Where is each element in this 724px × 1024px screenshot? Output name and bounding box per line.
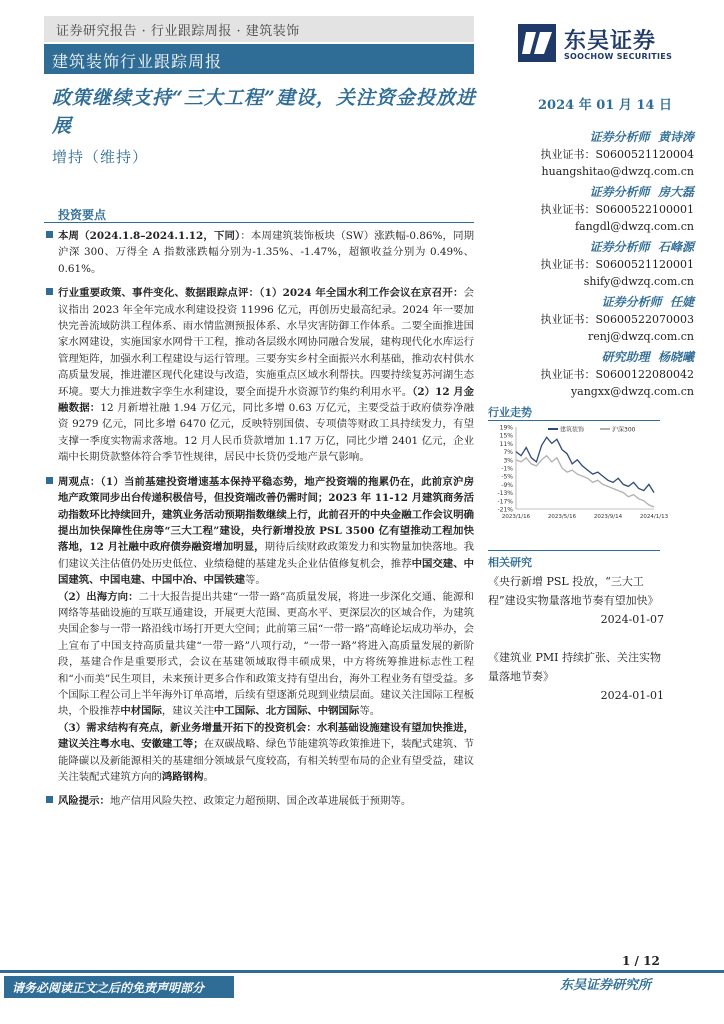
breadcrumb: 证券研究报告 · 行业跟踪周报 · 建筑装饰 <box>56 24 300 39</box>
report-subtitle: 建筑装饰行业跟踪周报 <box>52 52 223 71</box>
section-divider <box>44 222 474 223</box>
point-text: 地产信用风险失控、政策定力超预期、国企改革进展低于预期等。 <box>109 795 412 808</box>
brand-logo <box>518 24 698 64</box>
analyst-email[interactable]: shify@dwzq.com.cn <box>583 275 694 288</box>
point-text: ：本周建筑装饰板块（SW）涨跌幅-0.86%，同期沪深 300、万得全 A 指数涨跌幅分别为-1.35%、-1.47%，超额收益分别为 0.49%、0.61%。 <box>58 230 474 275</box>
analyst-name: 任婕 <box>669 295 694 309</box>
bullet-icon <box>46 796 53 803</box>
stock-picks: 中国交建、中国建筑、中国电建、中国中冶、中国铁建 <box>58 557 475 587</box>
analyst-email[interactable]: fangdl@dwzq.com.cn <box>574 220 694 233</box>
point-view <box>58 474 474 589</box>
analyst-name: 黄诗涛 <box>657 130 694 144</box>
y-tick-label: -17% <box>497 498 513 506</box>
industry-trend-chart <box>488 420 669 524</box>
point-risk <box>58 793 474 809</box>
x-tick-label: 2023/9/14 <box>593 514 623 520</box>
analyst-name: 石峰源 <box>657 240 694 254</box>
page-number: 1 / 12 <box>622 954 660 968</box>
y-tick-label: -21% <box>497 506 513 514</box>
point-lead: 周观点：（1）当前基建投资增速基本保持平稳态势，地产投资端的拖累仍在，此前京沪房地产政策同步出台传递积极信号，但投资端改善仍需时间；2023 年 11-12 月建筑商务活动指数环比持续回升，建筑业务活动预期指数继续上行，此前召开的中央金融工作会议明确提出加快保障性住房等“三大工程”建设，央行新增投放 PSL 3500 亿有望推动工程加快落地，12 月社融中政府债券融资增加明显， <box>58 475 474 554</box>
point-policy <box>58 285 474 465</box>
point-overseas <box>58 589 474 720</box>
x-tick-label: 2024/1/13 <box>639 514 669 520</box>
point-weekly <box>58 228 474 277</box>
related-heading: 相关研究 <box>488 556 532 569</box>
brand-name-en: SOOCHOW SECURITIES <box>564 52 673 61</box>
analyst-role: 证券分析师 <box>601 295 662 309</box>
institute-name: 东吴证券研究所 <box>560 978 652 993</box>
analyst-name: 房大磊 <box>657 185 694 199</box>
trend-chart-svg <box>488 421 669 525</box>
point-text: 等。 <box>245 574 266 587</box>
investment-points <box>58 228 474 810</box>
report-date: 2024 年 01 月 14 日 <box>538 98 672 113</box>
point-text: 期待后续财政政策发力和实物量加快落地。我们建议关注估值仍处历史低位、业绩稳健的基建龙头企业估值修复机会，推荐 <box>58 541 475 570</box>
y-tick-label: 11% <box>499 440 513 448</box>
y-tick-label: -5% <box>501 473 513 481</box>
bullet-icon <box>46 288 53 295</box>
analyst-role: 证券分析师 <box>589 240 650 254</box>
footer-rule <box>0 970 724 973</box>
x-tick-label: 2023/5/16 <box>547 514 577 520</box>
section-heading: 投资要点 <box>58 208 107 222</box>
point-text: 。 <box>203 771 214 783</box>
analyst-name: 杨晓曦 <box>657 350 694 364</box>
analyst-role: 研究助理 <box>601 350 650 364</box>
analyst-email[interactable]: renj@dwzq.com.cn <box>587 330 694 343</box>
point-text: 在双碳战略、绿色节能建筑等政策推进下，装配式建筑、节能降碳以及新能源相关的基建细分领域景气度较高，有相关转型布局的企业有望受益，建议关注装配式建筑方向的 <box>58 738 474 783</box>
legend-label: 建筑装饰 <box>560 426 585 434</box>
brand-name-cn: 东吴证券 <box>564 29 657 54</box>
point-lead: （2）出海方向： <box>58 590 139 603</box>
disclaimer-bar <box>4 976 234 998</box>
x-tick-label: 2023/1/16 <box>501 514 531 520</box>
point-lead: 本周（2024.1.8–2024.1.12，下同） <box>58 230 241 242</box>
point-lead: 风险提示： <box>58 795 110 808</box>
analyst-cert: 执业证书：S0600522070003 <box>540 313 694 326</box>
y-tick-label: -9% <box>501 481 513 489</box>
point-lead: （3）需求结构有亮点，新业务增量开拓下的投资机会：水利基础设施建设有望加快推进，建议关注粤水电、安徽建工等； <box>58 721 474 751</box>
related-report[interactable] <box>488 648 664 705</box>
point-lead: 行业重要政策、事件变化、数据跟踪点评：（1）2024 年全国水利工作会议在京召开： <box>58 287 464 300</box>
brand-mark-icon <box>518 24 556 62</box>
point-text: 二十大报告提出共建“一带一路”高质量发展，将进一步深化交通、能源和网络等基础设施的互联互通建设，开展更大范围、更高水平、更深层次的区域合作，为建筑央国企参与一带一路沿线市场打开更大空间；此前第三届“一带一路”高峰论坛成功举办，会上宣布了中国支持高质量共建“一带一路”八项行动，“一带一路”将进入高质量发展的新阶段，基建合作是重要形式，会议在基建领域取得丰硕成果，中方将统筹推进标志性工程和“小而美”民生项目，未来预计更多合作和政策支持有望出台，海外工程业务有望受益。多个国际工程公司上半年海外订单高增，后续有望逐渐兑现到业绩层面。建议关注国际工程板块，个股推荐 <box>58 590 474 718</box>
analyst-cert: 执业证书：S0600521120001 <box>540 258 694 271</box>
related-divider <box>488 550 660 551</box>
stock-picks: 中工国际、北方国际、中钢国际 <box>213 705 360 718</box>
point-text: 会议指出 2023 年全年完成水利建设投资 11996 亿元，再创历史最高纪录。2024 年一要加快完善流域防洪工程体系、雨水情监测预报体系、水旱灾害防御工作体系。二要全面推进国家水网建设，实施国家水网骨干工程，推动各层级水网协同融合发展，建构现代化水库运行管理矩阵，加强水利工程建设与运行管理。三要夯实乡村全面振兴水利基础，推动农村供水高质量发展，推进灌区现代化建设与改造，实施重点区域水利帮扶。四要持续复苏河湖生态环境。要大力推进数字孪生水利建设，要全面提升水资源节约集约利用水平。 <box>58 287 474 398</box>
analyst-item <box>488 128 694 180</box>
related-report-date: 2024-01-07 <box>600 613 664 626</box>
y-tick-label: 3% <box>503 457 513 465</box>
bullet-icon <box>46 231 53 238</box>
related-report-title: 《央行新增 PSL 投放，“三大工程”建设实物量落地节奏有望加快》 <box>488 575 659 607</box>
disclaimer-text: 请务必阅读正文之后的免责声明部分 <box>12 981 205 995</box>
analyst-item <box>488 183 694 235</box>
chart-title: 行业走势 <box>488 406 532 419</box>
report-subtitle-bar <box>44 44 474 74</box>
y-tick-label: 19% <box>499 424 513 432</box>
analyst-email[interactable]: yangxx@dwzq.com.cn <box>570 385 694 398</box>
point-text: 12 月新增社融 1.94 万亿元，同比多增 0.63 万亿元，主要受益于政府债券净融资 9279 亿元，同比多增 6470 亿元，反映特别国债、专项债等财政工具持续发力，有望支撑一季度实物需求落地。12 月人民币贷款增加 1.17 万亿，同比少增 2401 亿元，企业端中长期贷款整体符合季节性规律，居民中长贷仍受地产景气影响。 <box>58 402 475 464</box>
analyst-role: 证券分析师 <box>589 185 650 199</box>
stock-picks: 中材国际 <box>120 705 162 718</box>
point-sublead: （2）12 月金融数据： <box>58 385 475 415</box>
bullet-icon <box>46 477 53 484</box>
y-tick-label: -1% <box>501 465 513 473</box>
report-title: 政策继续支持“三大工程”建设，关注资金投放进展 <box>52 87 476 137</box>
analyst-item <box>488 238 694 290</box>
series-line-1 <box>516 456 654 507</box>
rating: 增持（维持） <box>52 148 149 166</box>
stock-picks: 鸿路钢构 <box>161 771 204 783</box>
point-demand <box>58 720 474 786</box>
analyst-cert: 执业证书：S0600122080042 <box>540 368 694 381</box>
analyst-item <box>488 348 694 400</box>
point-text: ，建议关注 <box>161 705 214 718</box>
analyst-item <box>488 293 694 345</box>
related-report-date: 2024-01-01 <box>600 689 664 702</box>
analyst-list <box>488 128 694 403</box>
y-tick-label: 15% <box>499 432 513 440</box>
report-type-bar <box>44 16 474 42</box>
y-tick-label: -13% <box>497 490 513 498</box>
analyst-role: 证券分析师 <box>589 130 650 144</box>
analyst-cert: 执业证书：S0600522100001 <box>540 203 694 216</box>
point-text: 等。 <box>359 705 381 718</box>
analyst-email[interactable]: huangshitao@dwzq.com.cn <box>541 165 694 178</box>
related-report-title: 《建筑业 PMI 持续扩张、关注实物量落地节奏》 <box>488 651 662 683</box>
legend-label: 沪深300 <box>612 426 636 434</box>
analyst-cert: 执业证书：S0600521120004 <box>540 148 694 161</box>
y-tick-label: 7% <box>503 449 513 457</box>
related-report[interactable] <box>488 572 664 629</box>
